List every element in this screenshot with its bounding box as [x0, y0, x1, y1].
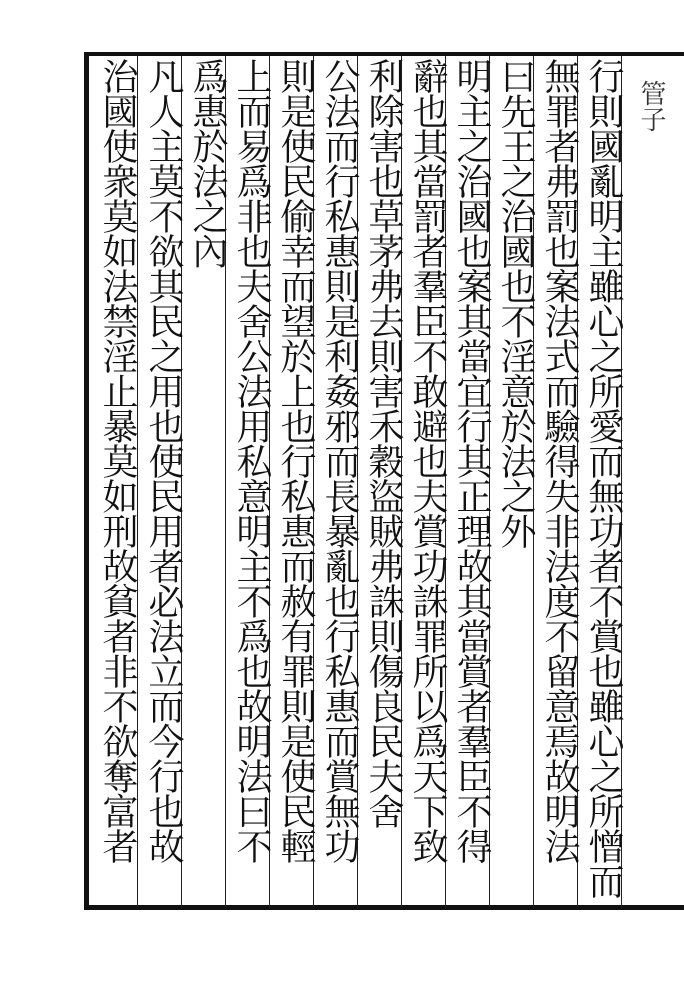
text-column: 公法而行私惠則是利姦邪而長暴亂也行私惠而賞無功	[319, 58, 360, 863]
text-column: 則是使民偷幸而望於上也行私惠而赦有罪則是使民輕	[275, 58, 316, 863]
text-column: 治國使衆莫如法禁淫止暴莫如刑故貧者非不欲奪富者	[97, 58, 138, 863]
text-column: 曰先王之治國也不淫意於法之外	[495, 58, 536, 548]
fold-mark: 管子	[636, 80, 666, 132]
text-column: 明主之治國也案其當宜行其正理故其當賞者羣臣不得	[451, 58, 492, 863]
text-column: 無罪者弗罰也案法式而驗得失非法度不留意焉故明法	[539, 58, 580, 863]
text-column: 上而易爲非也夫舍公法用私意明主不爲也故明法曰不	[231, 58, 272, 863]
text-column: 辭也其當罰者羣臣不敢避也夫賞功誅罪所以爲天下致	[407, 58, 448, 863]
text-column: 爲惠於法之內	[187, 58, 228, 268]
text-column: 利除害也草茅弗去則害禾穀盜賊弗誅則傷良民夫舍	[363, 58, 404, 828]
text-column: 凡人主莫不欲其民之用也使民用者必法立而今行也故	[143, 58, 184, 863]
text-column: 行則國亂明主雖心之所愛而無功者不賞也雖心之所憎而	[583, 58, 624, 898]
